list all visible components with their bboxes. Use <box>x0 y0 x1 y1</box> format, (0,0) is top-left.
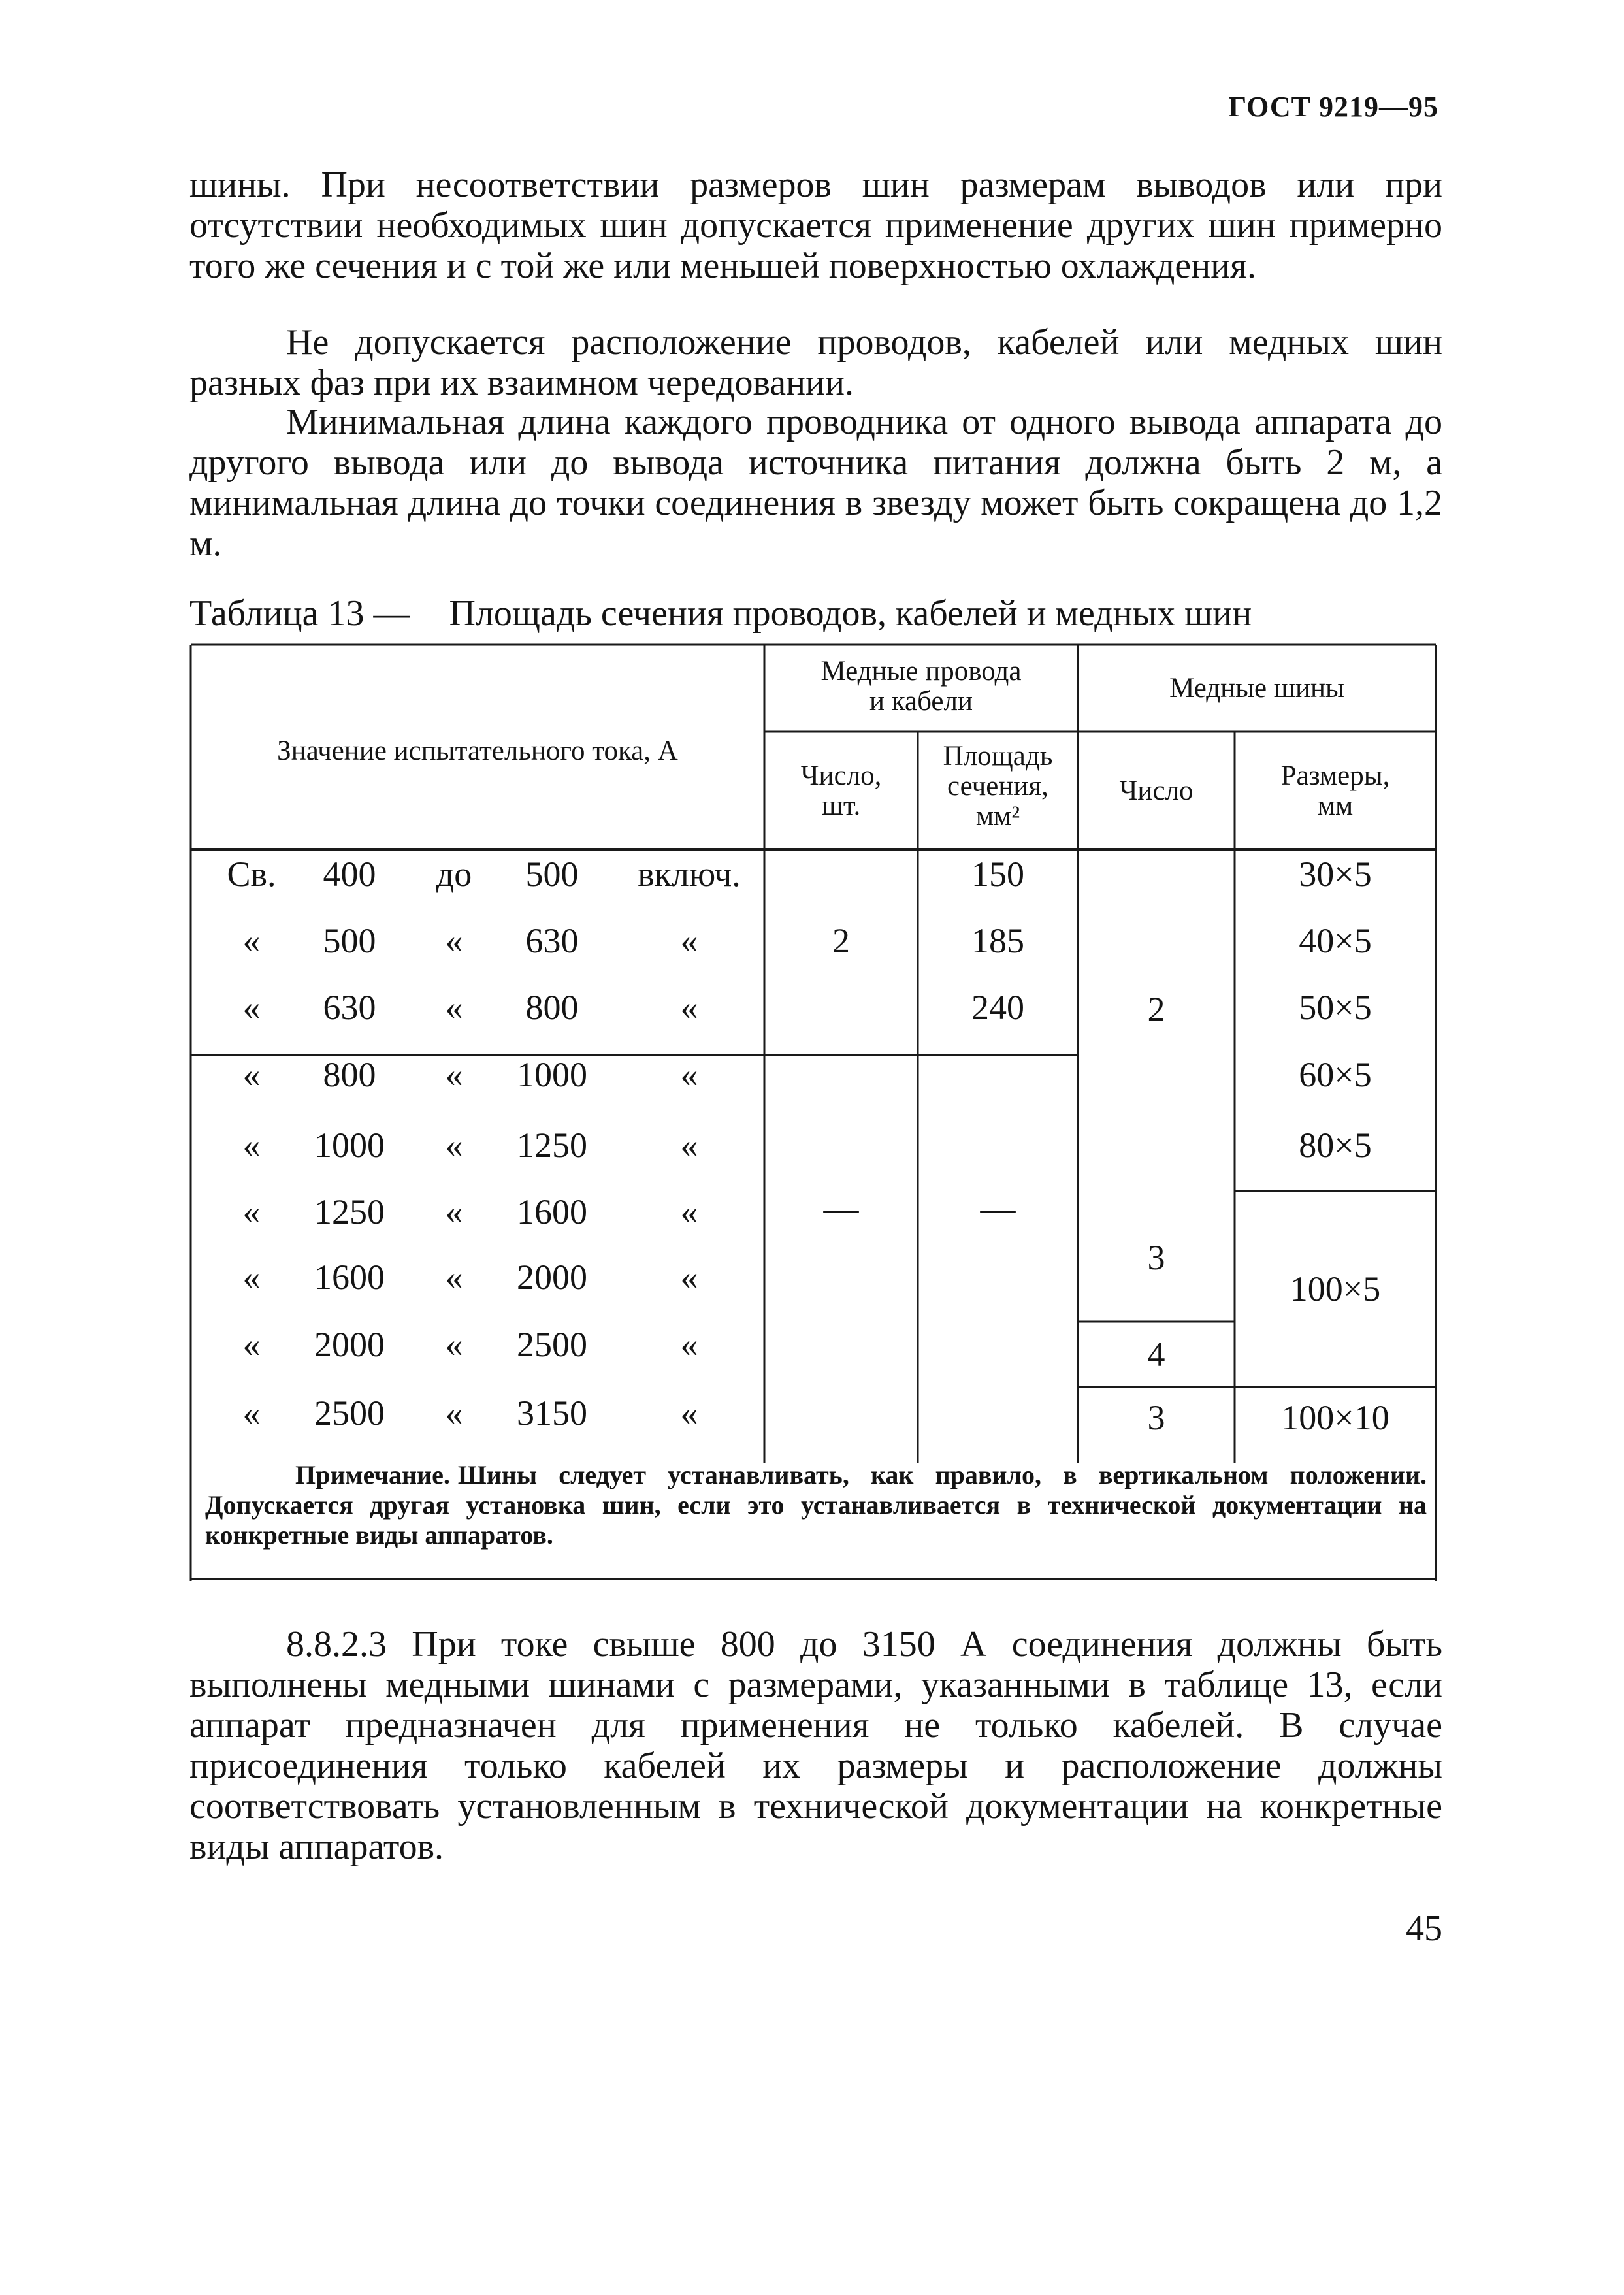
header-test-current: Значение испытательного тока, А <box>277 736 678 766</box>
row9-prefix: « <box>242 1393 261 1433</box>
row8-suffix: « <box>680 1325 698 1364</box>
row3-mid: « <box>445 988 463 1027</box>
paragraph-8-8-2-3: 8.8.2.3 При токе свыше 800 до 3150 А соединения должны быть выполнены медными шинами с размерами, указанными в таблице 13, если аппарат предназначен для применения не только кабелей. В случае присоединения только кабелей их размеры и расположение должны соответствовать установленным в технической документации на конкретные виды аппаратов. <box>189 1624 1442 1867</box>
bar-size-group100: 100×5 <box>1290 1269 1381 1309</box>
table-note <box>205 1460 1427 1550</box>
wire-count-dash: — <box>823 1189 859 1228</box>
row7-to: 2000 <box>517 1258 587 1297</box>
row2-to: 630 <box>525 921 579 960</box>
row8-prefix: « <box>242 1325 261 1364</box>
table-caption <box>189 593 1442 634</box>
paragraph-busbar-substitution: шины. При несоответствии размеров шин размерам выводов или при отсутствии необходимых шин допускается применение других шин примерно того же сечения и с той же или меньшей поверхностью охлаждения. <box>189 165 1442 286</box>
row6-suffix: « <box>680 1192 698 1231</box>
row8-to: 2500 <box>517 1325 587 1364</box>
row3-suffix: « <box>680 988 698 1027</box>
bar-size-row4: 60×5 <box>1299 1055 1372 1094</box>
header-wires-group-line2: и кабели <box>869 686 973 717</box>
wire-area-row2: 185 <box>971 921 1024 960</box>
row9-from: 2500 <box>314 1393 385 1433</box>
header-bar-size-line2: мм <box>1317 790 1354 821</box>
row6-mid: « <box>445 1192 463 1231</box>
row1-prefix: Св. <box>227 855 276 894</box>
row9-mid: « <box>445 1393 463 1433</box>
bar-count-group4: 3 <box>1147 1398 1165 1437</box>
row5-suffix: « <box>680 1126 698 1165</box>
cross-section-table <box>189 643 1442 1581</box>
row3-from: 630 <box>323 988 376 1027</box>
bar-size-row5: 80×5 <box>1299 1126 1372 1165</box>
bar-size-row2: 40×5 <box>1299 921 1372 960</box>
wire-area-row1: 150 <box>971 855 1024 894</box>
row1-mid: до <box>436 855 472 894</box>
row6-prefix: « <box>242 1192 261 1231</box>
row9-to: 3150 <box>517 1393 587 1433</box>
row5-mid: « <box>445 1126 463 1165</box>
header-bar-size-line1: Размеры, <box>1280 760 1390 791</box>
row8-from: 2000 <box>314 1325 385 1364</box>
row3-prefix: « <box>242 988 261 1027</box>
wire-area-dash: — <box>980 1189 1016 1228</box>
header-wire-area-line3: мм² <box>975 801 1020 832</box>
header-wire-count-line1: Число, <box>800 760 882 791</box>
row1-suffix: включ. <box>638 855 741 894</box>
row1-from: 400 <box>323 855 376 894</box>
table-note-label: Примечание. <box>295 1460 450 1489</box>
paragraph-min-length: Минимальная длина каждого проводника от одного вывода аппарата до другого вывода или до вывода источника питания должна быть 2 м, а минимальная длина до точки соединения в звезду может быть сокращена до 1,2 м. <box>189 402 1442 564</box>
page-number: 45 <box>1406 1908 1442 1949</box>
header-wires-group-line1: Медные провода <box>820 656 1022 687</box>
row4-mid: « <box>445 1055 463 1094</box>
row7-prefix: « <box>242 1258 261 1297</box>
bar-count-group2: 3 <box>1147 1238 1165 1277</box>
row9-suffix: « <box>680 1393 698 1433</box>
table-caption-title: Площадь сечения проводов, кабелей и медных шин <box>449 593 1252 634</box>
row8-mid: « <box>445 1325 463 1364</box>
row7-from: 1600 <box>314 1258 385 1297</box>
wire-area-row3: 240 <box>971 988 1024 1027</box>
header-wire-area-line1: Площадь <box>943 741 1053 772</box>
row7-suffix: « <box>680 1258 698 1297</box>
row4-to: 1000 <box>517 1055 587 1094</box>
paragraph-phase-arrangement: Не допускается расположение проводов, кабелей или медных шин разных фаз при их взаимном чередовании. <box>189 322 1442 403</box>
row4-suffix: « <box>680 1055 698 1094</box>
header-wire-area-line2: сечения, <box>947 771 1048 802</box>
table-note-text: Шины следует устанавливать, как правило, в вертикальном положении. Допускается другая установка шин, если это устанавливается в технической документации на конкретные виды аппаратов. <box>205 1460 1427 1550</box>
row3-to: 800 <box>525 988 579 1027</box>
row2-mid: « <box>445 921 463 960</box>
row2-from: 500 <box>323 921 376 960</box>
bar-size-row3: 50×5 <box>1299 988 1372 1027</box>
row1-to: 500 <box>525 855 579 894</box>
row5-to: 1250 <box>517 1126 587 1165</box>
wire-count-value: 2 <box>832 921 850 960</box>
bar-count-group3: 4 <box>1147 1335 1165 1374</box>
row2-prefix: « <box>242 921 261 960</box>
header-bar-count: Число <box>1119 775 1194 806</box>
row6-to: 1600 <box>517 1192 587 1231</box>
row4-from: 800 <box>323 1055 376 1094</box>
document-code: ГОСТ 9219—95 <box>1228 91 1438 123</box>
header-busbars-group: Медные шины <box>1169 673 1344 704</box>
row6-from: 1250 <box>314 1192 385 1231</box>
bar-size-row1: 30×5 <box>1299 855 1372 894</box>
header-wire-count-line2: шт. <box>821 790 861 821</box>
bar-size-row9: 100×10 <box>1281 1398 1389 1437</box>
row2-suffix: « <box>680 921 698 960</box>
table-caption-number: Таблица 13 — <box>189 593 410 634</box>
row5-prefix: « <box>242 1126 261 1165</box>
row5-from: 1000 <box>314 1126 385 1165</box>
row7-mid: « <box>445 1258 463 1297</box>
bar-count-group1: 2 <box>1147 990 1165 1029</box>
row4-prefix: « <box>242 1055 261 1094</box>
